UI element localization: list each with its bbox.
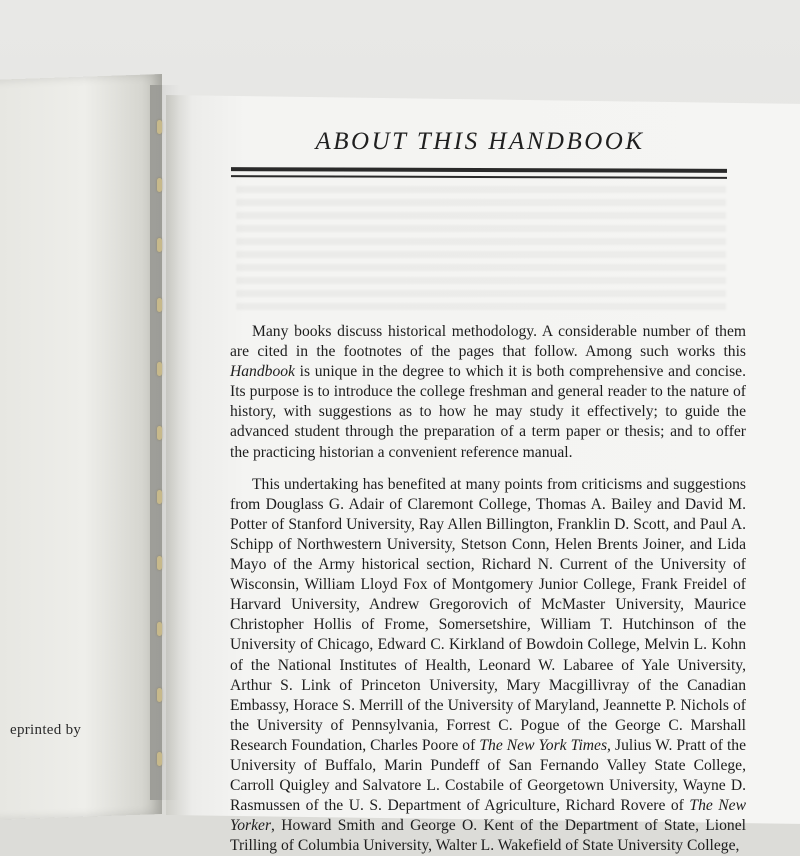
book-gutter (150, 85, 180, 800)
show-through-text (236, 180, 726, 315)
paragraph-intro: Many books discuss historical methodology. A considerable number of them are cited in the footnotes of the pages that follow. Among such works this Handbook is unique in the degree to which it is both comprehensive and concise. Its purpose is to introduce the college freshman and general reader to the nature of history, with suggestions as to how he may study it effectively; to guide the advanced student through the preparation of a term paper or thesis; and to offer the practicing historian a convenient reference manual. (230, 323, 746, 461)
left-page-text-fragment: eprinted by (10, 722, 82, 738)
left-page (0, 74, 162, 820)
body-text (230, 322, 746, 856)
paragraph-acknowledgements: This undertaking has benefited at many points from criticisms and suggestions from Douglass G. Adair of Claremont College, Thomas A. Bailey and David M. Potter of Stanford University, Ray Allen Billington, Franklin D. Scott, and Paul A. Schipp of Northwestern University, Stetson Conn, Helen Brents Joiner, and Lida Mayo of the Army historical section, Richard N. Current of the University of Wisconsin, William Lloyd Fox of Montgomery Junior College, Frank Freidel of Harvard University, Andrew Gregorovich of McMaster University, Maurice Christopher Hollis of Frome, Somersetshire, William T. Hutchinson of the University of Chicago, Edward C. Kirkland of Bowdoin College, Melvin L. Kohn of the National Institutes of Health, Leonard W. Labaree of Yale University, Arthur S. Link of Princeton University, Mary Macgillivray of the Canadian Embassy, Horace S. Merrill of the University of Maryland, Jeannette P. Nichols of the University of Pennsylvania, Forrest C. Pogue of the George C. Marshall Research Foundation, Charles Poore of The New York Times, Julius W. Pratt of the University of Buffalo, Marin Pundeff of San Fernando Valley State College, Carroll Quigley and Salvatore L. Costabile of Georgetown University, Wayne D. Rasmussen of the U. S. Department of Agriculture, Richard Rovere of The New Yorker, Howard Smith and George O. Kent of the Department of State, Lionel Trilling of Columbia University, Walter L. Wakefield of State University College, (230, 475, 747, 855)
page-title: ABOUT THIS HANDBOOK (315, 128, 645, 155)
